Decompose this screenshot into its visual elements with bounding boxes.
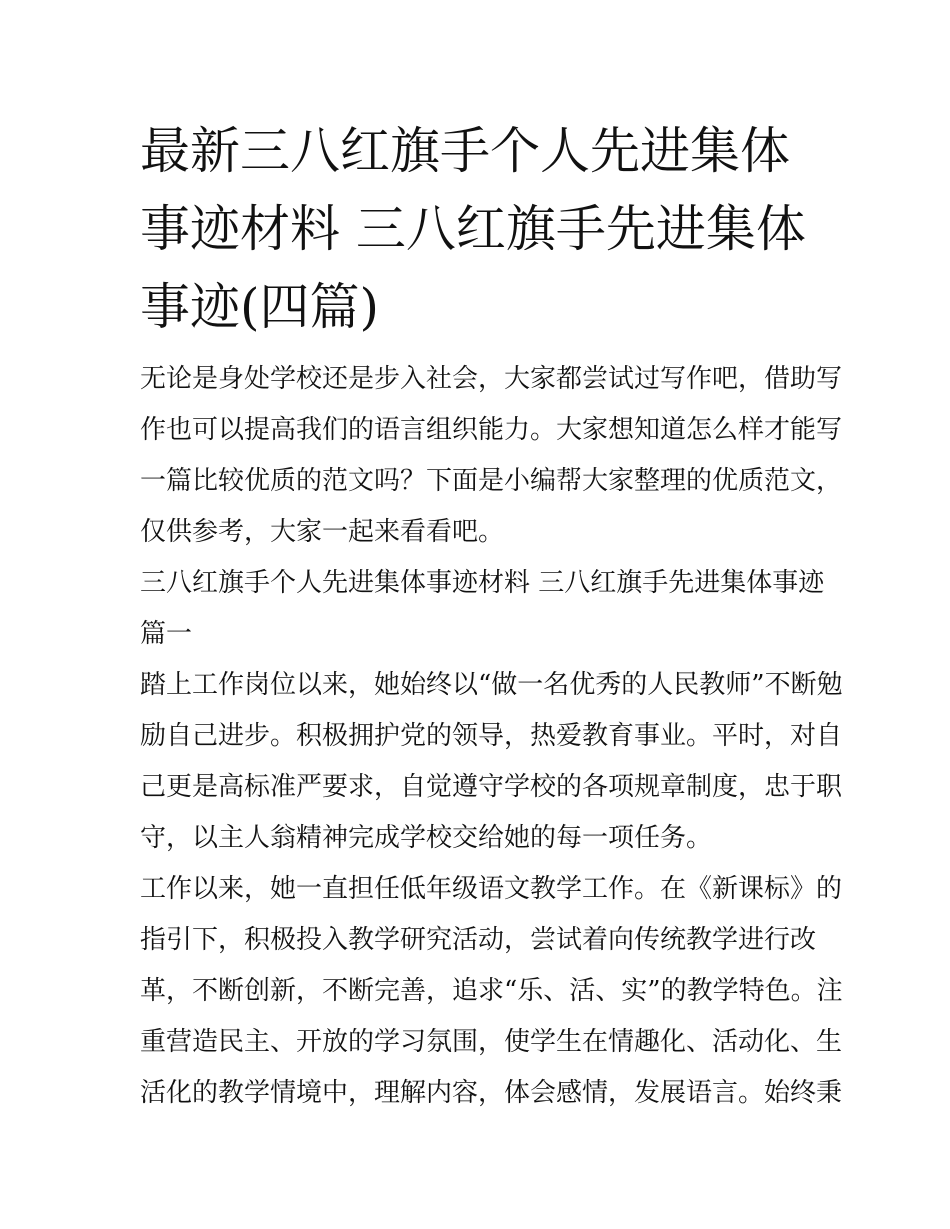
title-line: 事迹材料 三八红旗手先进集体 [140, 200, 806, 258]
text-line: 活化的教学情境中，理解内容，体会感情，发展语言。始终秉 [140, 1078, 843, 1108]
text-line: 仅供参考，大家一起来看看吧。 [140, 517, 505, 547]
text-line: 篇一 [140, 619, 193, 649]
section-heading [140, 558, 825, 660]
document-body [140, 354, 843, 1119]
text-line: 守，以主人翁精神完成学校交给她的每一项任务。 [140, 823, 713, 853]
body-paragraph [140, 864, 843, 1119]
text-line: 工作以来，她一直担任低年级语文教学工作。在《新课标》的 [140, 874, 843, 904]
text-line: 励自己进步。积极拥护党的领导，热爱教育事业。平时，对自 [140, 721, 843, 751]
text-line: 踏上工作岗位以来，她始终以“做一名优秀的人民教师”不断勉 [140, 670, 843, 700]
text-line: 己更是高标准严要求，自觉遵守学校的各项规章制度，忠于职 [140, 772, 843, 802]
text-line: 一篇比较优质的范文吗？下面是小编帮大家整理的优质范文， [140, 466, 843, 496]
text-line: 指引下，积极投入教学研究活动，尝试着向传统教学进行改 [140, 925, 817, 955]
body-paragraph [140, 660, 843, 864]
text-line: 重营造民主、开放的学习氛围，使学生在情趣化、活动化、生 [140, 1027, 843, 1057]
document-title [140, 112, 820, 346]
text-line: 三八红旗手个人先进集体事迹材料 三八红旗手先进集体事迹 [140, 568, 825, 598]
title-line: 事迹(四篇) [140, 278, 380, 336]
text-line: 革，不断创新，不断完善，追求“乐、活、实”的教学特色。注 [140, 976, 843, 1006]
text-line: 无论是身处学校还是步入社会，大家都尝试过写作吧，借助写 [140, 364, 843, 394]
intro-paragraph [140, 354, 843, 558]
title-line: 最新三八红旗手个人先进集体 [140, 122, 790, 180]
text-line: 作也可以提高我们的语言组织能力。大家想知道怎么样才能写 [140, 415, 843, 445]
